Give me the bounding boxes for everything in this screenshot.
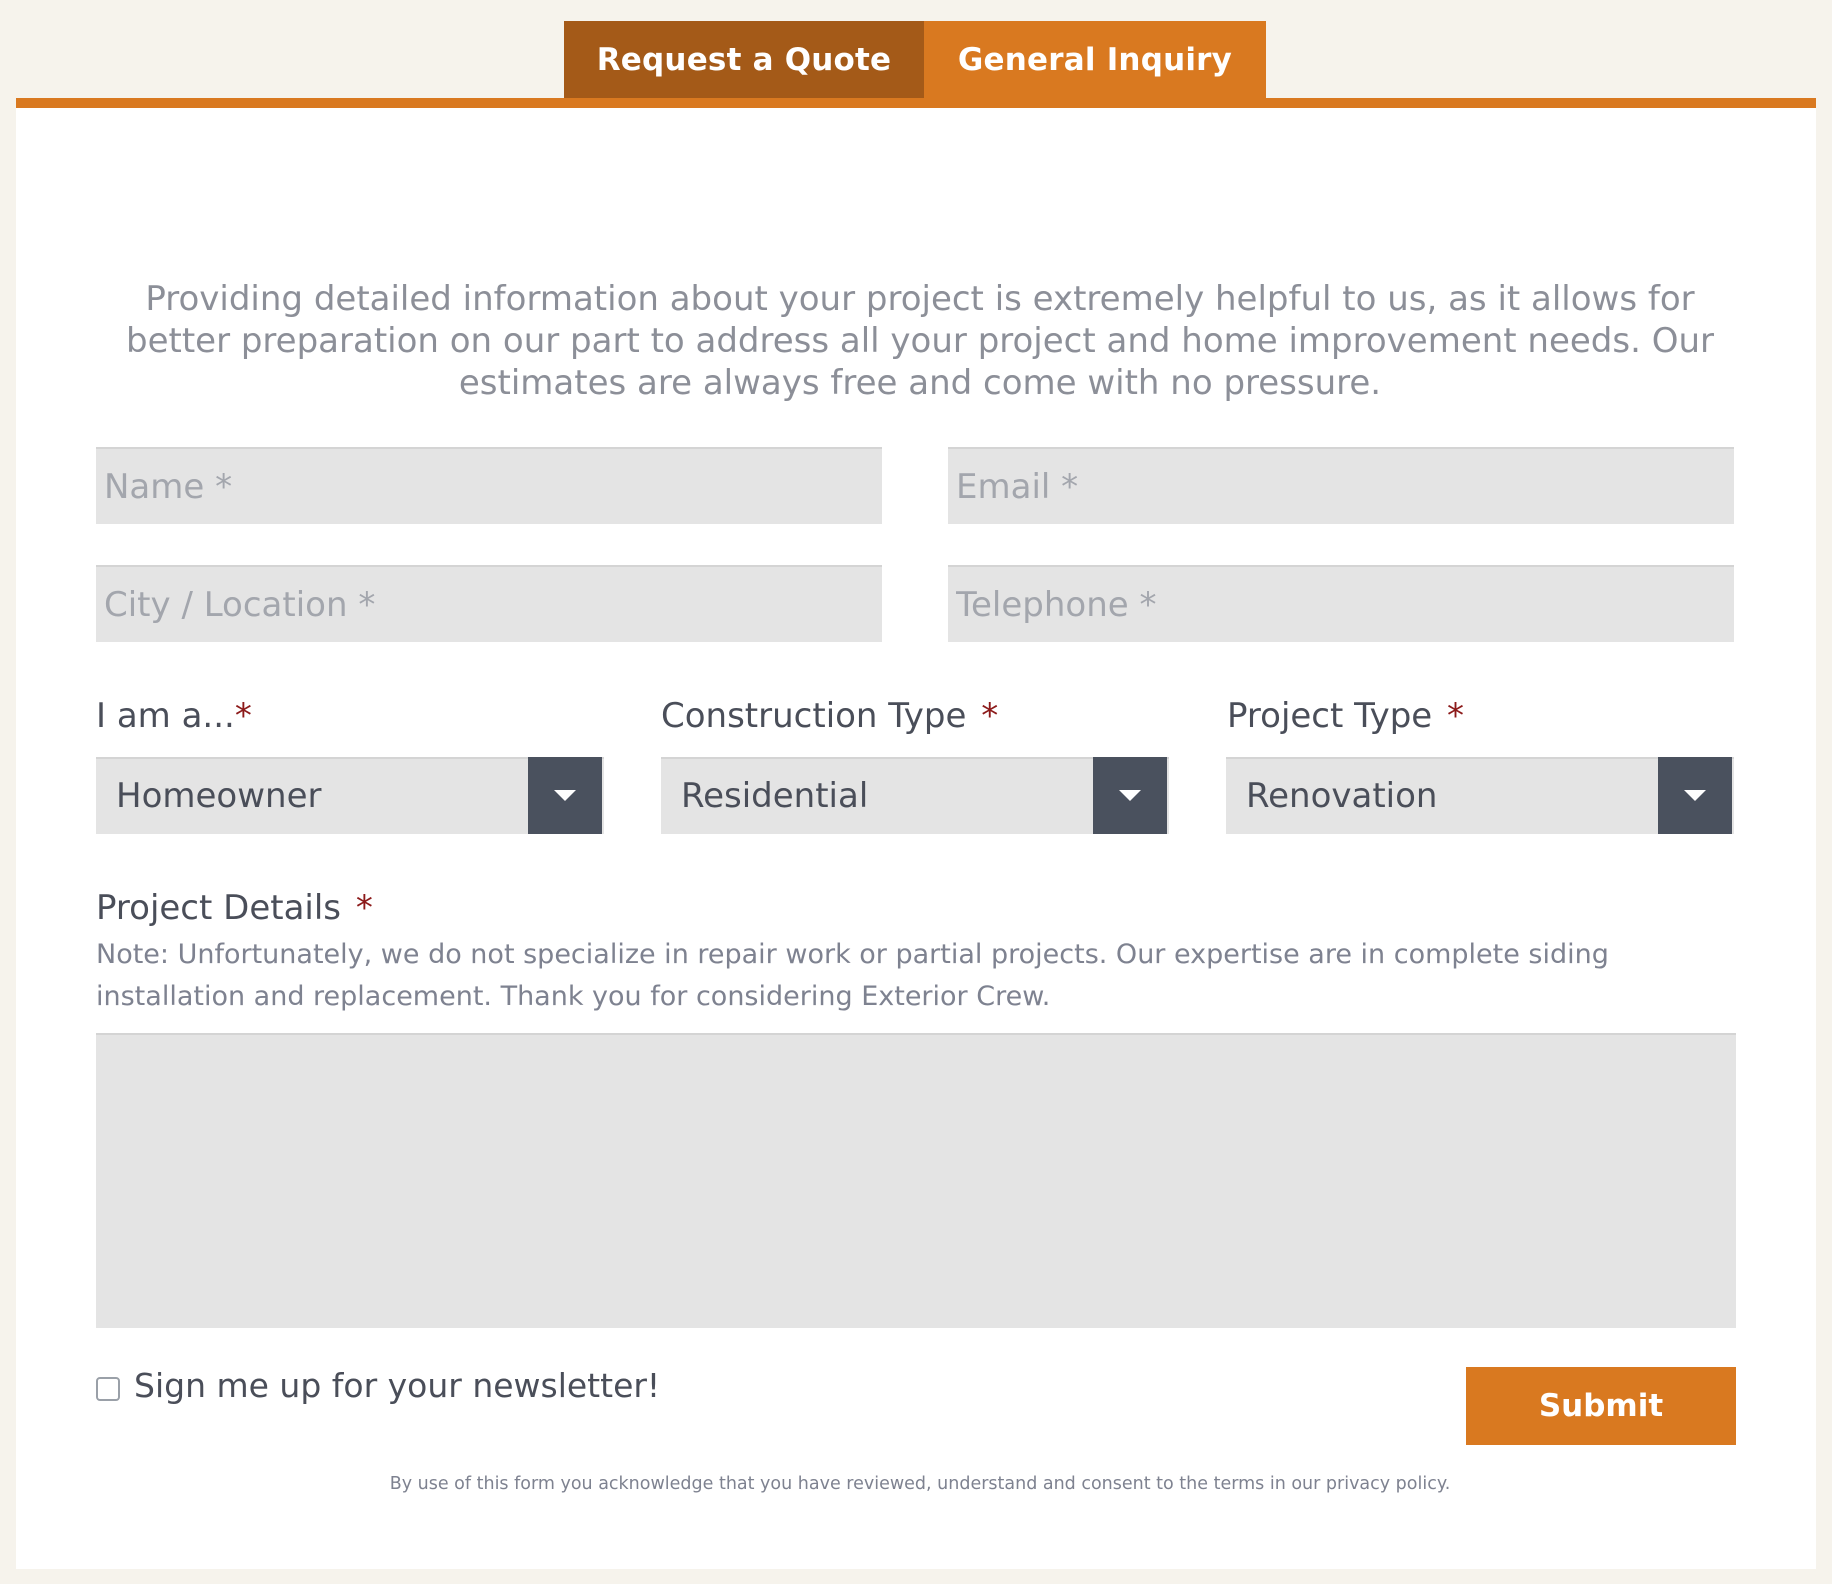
project-details-textarea[interactable] — [96, 1033, 1736, 1328]
iam-dropdown-button[interactable] — [528, 757, 602, 834]
iam-select-value: Homeowner — [116, 776, 322, 816]
tab-request-quote[interactable]: Request a Quote — [564, 21, 924, 98]
project-type-label — [1227, 696, 1464, 736]
project-details-note: Note: Unfortunately, we do not specialize in repair work or partial projects. Our expertise are in complete siding installation and replacement. Thank you for considering Exterior Crew. — [96, 939, 1609, 1012]
email-input[interactable] — [948, 447, 1734, 524]
newsletter-option[interactable] — [96, 1366, 660, 1405]
iam-label — [96, 696, 252, 736]
construction-type-select[interactable] — [661, 757, 1169, 834]
project-type-label-text: Project Type — [1227, 696, 1433, 736]
city-location-input[interactable] — [96, 565, 882, 642]
iam-select[interactable] — [96, 757, 604, 834]
construction-type-label-text: Construction Type — [661, 696, 967, 736]
iam-label-text: I am a... — [96, 696, 235, 736]
newsletter-checkbox[interactable] — [96, 1377, 120, 1401]
name-input[interactable] — [96, 447, 882, 524]
chevron-down-icon — [554, 790, 576, 801]
telephone-input[interactable] — [948, 565, 1734, 642]
project-type-select[interactable] — [1226, 757, 1734, 834]
project-type-select-value: Renovation — [1246, 776, 1438, 816]
project-type-required-mark: * — [1447, 696, 1465, 736]
privacy-consent-text: By use of this form you acknowledge that you have reviewed, understand and consent to the terms in our privacy policy. — [389, 1474, 1451, 1494]
construction-type-required-mark: * — [981, 696, 999, 736]
project-type-dropdown-button[interactable] — [1658, 757, 1732, 834]
tab-underline-divider — [16, 98, 1816, 108]
form-panel — [16, 108, 1816, 1569]
chevron-down-icon — [1119, 790, 1141, 801]
project-details-label — [96, 888, 373, 928]
iam-required-mark: * — [234, 696, 252, 736]
construction-type-label — [661, 696, 998, 736]
form-tabs — [564, 21, 1266, 98]
submit-button[interactable]: Submit — [1466, 1367, 1736, 1445]
project-details-required-mark: * — [355, 888, 373, 928]
newsletter-label: Sign me up for your newsletter! — [134, 1366, 661, 1405]
intro-text: Providing detailed information about your project is extremely helpful to us, as it allows for better preparation on our part to address all your project and home improvement needs. Our estimates are always free and come with no pressure. — [125, 279, 1715, 403]
chevron-down-icon — [1684, 790, 1706, 801]
construction-type-dropdown-button[interactable] — [1093, 757, 1167, 834]
tab-general-inquiry[interactable]: General Inquiry — [924, 21, 1266, 98]
construction-type-select-value: Residential — [681, 776, 869, 816]
project-details-label-text: Project Details — [96, 888, 342, 928]
